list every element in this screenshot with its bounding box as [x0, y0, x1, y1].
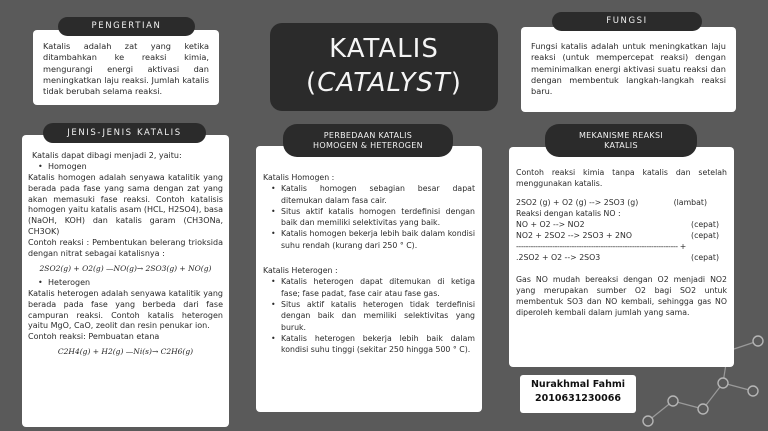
perbedaan-header	[283, 124, 453, 157]
mekanisme-body: Gas NO mudah bereaksi dengan O2 menjadi NO2 yang merupakan sumber O2 bagi SO2 untuk membentuk SO3 dan NO kembali, sehingga gas NO diperoleh kembali dalam jumlah yang sama.	[516, 274, 727, 317]
fungsi-body: Fungsi katalis adalah untuk meningkatkan laju reaksi (untuk mempercepat reaksi) dengan meminimalkan energi aktivasi suatu reaksi dan dengan membentuk langkah-langkah reaksi baru.	[531, 41, 726, 97]
jenis-header-text: JENIS-JENIS KATALIS	[67, 127, 182, 138]
perbedaan-header-line1: PERBEDAAN KATALIS	[323, 130, 413, 140]
perbedaan-heterogen-list	[263, 276, 475, 355]
fungsi-card	[521, 27, 736, 112]
jenis-heterogen-label: • Heterogen	[36, 278, 223, 289]
jenis-intro: Katalis dapat dibagi menjadi 2, yaitu:	[32, 151, 182, 160]
author-name: Nurakhmal Fahmi	[530, 379, 626, 390]
jenis-heterogen-example: Contoh reaksi: Pembuatan etana	[28, 332, 160, 342]
jenis-heterogen-list	[28, 278, 223, 289]
mekanisme-reaction-2	[516, 219, 727, 230]
jenis-header	[43, 123, 206, 143]
mekanisme-card	[509, 147, 734, 367]
perbedaan-card	[256, 146, 482, 412]
title-sub-text: CATALYST	[317, 68, 451, 98]
perbedaan-heterogen-point: • Katalis heterogen dapat ditemukan di ketiga fase; fase padat, fase cair atau fase gas.	[269, 276, 475, 299]
mekanisme-reaction-4	[516, 252, 727, 263]
mekanisme-reaction-4-eq: .2SO2 + O2 --> 2SO3	[516, 253, 601, 263]
title-sub: (CATALYST)	[306, 68, 462, 98]
title-main: KATALIS	[329, 34, 439, 65]
jenis-homogen-list	[28, 162, 223, 173]
mekanisme-reaction-3	[516, 230, 727, 241]
mekanisme-header	[545, 124, 697, 157]
jenis-homogen-equation: 2SO2(g) + O2(g) —NO(g)→ 2SO3(g) + NO(g)	[39, 263, 212, 273]
mekanisme-reaction-3-speed: (cepat)	[691, 231, 719, 241]
mekanisme-header-line2: KATALIS	[604, 140, 638, 150]
perbedaan-header-line2: HOMOGEN & HETEROGEN	[313, 140, 423, 150]
mekanisme-header-line1: MEKANISME REAKSI	[578, 130, 664, 140]
perbedaan-heterogen-point: • Katalis heterogen bekerja lebih baik dalam kondisi suhu tinggi (sekitar 250 hingga 500 ° C).	[269, 333, 475, 356]
jenis-homogen-example: Contoh reaksi : Pembentukan belerang trioksida dengan nitrat sebagai katalisnya :	[28, 238, 223, 258]
pengertian-body: Katalis adalah zat yang ketika ditambahkan ke reaksi kimia, mengurangi energi aktivasi dan meningkatkan laju reaksi. Jumlah katalis tidak berubah selama reaksi.	[43, 41, 209, 97]
poster-title	[270, 23, 498, 111]
jenis-homogen-label: • Homogen	[36, 162, 223, 173]
pengertian-header-text: PENGERTIAN	[91, 21, 162, 32]
author-box	[520, 375, 636, 413]
fungsi-header-text: FUNGSI	[606, 16, 648, 27]
pengertian-header	[58, 17, 195, 36]
jenis-homogen-body: Katalis homogen adalah senyawa katalitik yang berada pada fase yang sama dengan zat yang akan memasuki fase reaksi. Contoh katalisis homogen yaitu katalis asam (HCL, H2SO4), basa (NaOH, KOH) dan katalis garam (CH3ONa, CH3OK)	[28, 172, 223, 237]
mekanisme-catalyst-label: Reaksi dengan katalis NO :	[516, 209, 621, 219]
perbedaan-heterogen-title: Katalis Heterogen :	[263, 266, 338, 276]
pengertian-card	[33, 30, 219, 105]
perbedaan-homogen-point: • Katalis homogen sebagian besar dapat ditemukan dalam fasa cair.	[269, 183, 475, 206]
mekanisme-reaction-2-speed: (cepat)	[691, 220, 719, 230]
perbedaan-heterogen-point: • Situs aktif katalis heterogen tidak terdefinisi dengan baik dan memiliki selektivitas yang buruk.	[269, 299, 475, 333]
perbedaan-homogen-title: Katalis Homogen :	[263, 173, 335, 182]
mekanisme-reaction-3-eq: NO2 + 2SO2 --> 2SO3 + 2NO	[516, 231, 632, 241]
perbedaan-homogen-point: • Katalis homogen bekerja lebih baik dalam kondisi suhu rendah (kurang dari 250 ° C).	[269, 228, 475, 251]
mekanisme-divider: ------------------------------------------------------------------- +	[516, 242, 686, 252]
jenis-heterogen-body: Katalis heterogen adalah senyawa katalitik yang berada pada fase yang berbeda dari fase campuran reaksi. Contoh katalis heterogen yaitu MgO, CaO, zeolit dan resin penukar ion.	[28, 288, 223, 331]
fungsi-header	[552, 12, 702, 31]
jenis-heterogen-equation: C2H4(g) + H2(g) —Ni(s)→ C2H6(g)	[57, 347, 194, 357]
perbedaan-homogen-point: • Situs aktif katalis homogen terdefinisi dengan baik dan memiliki selektivitas yang baik.	[269, 206, 475, 229]
mekanisme-reaction-1	[516, 197, 727, 208]
mekanisme-reaction-1-speed: (lambat)	[673, 198, 707, 208]
jenis-card	[22, 135, 229, 427]
mekanisme-reaction-1-eq: 2SO2 (g) + O2 (g) --> 2SO3 (g)	[516, 198, 639, 208]
author-id: 2010631230066	[535, 392, 621, 404]
mekanisme-reaction-2-eq: NO + O2 --> NO2	[516, 220, 585, 230]
perbedaan-homogen-list	[263, 183, 475, 251]
mekanisme-reaction-4-speed: (cepat)	[691, 253, 719, 263]
mekanisme-intro: Contoh reaksi kimia tanpa katalis dan setelah menggunakan katalis.	[516, 168, 727, 189]
